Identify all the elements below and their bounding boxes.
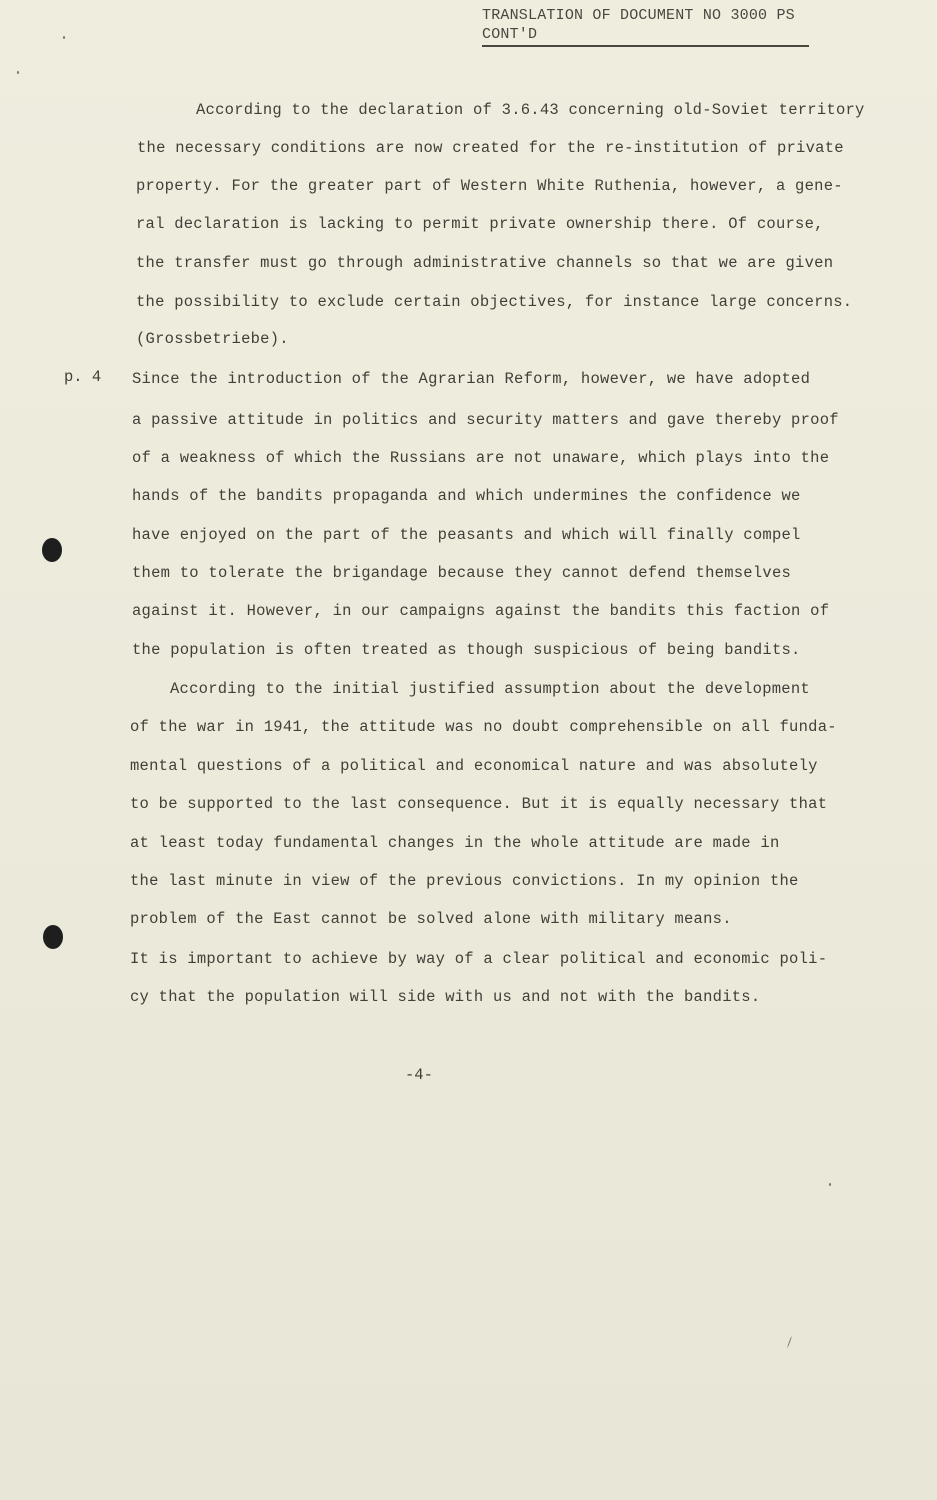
text-line: problem of the East cannot be solved alone with military means. — [130, 910, 732, 928]
text-line: them to tolerate the brigandage because they cannot defend themselves — [132, 564, 792, 582]
text-line: to be supported to the last consequence. But it is equally necessary that — [130, 795, 828, 813]
header-title: TRANSLATION OF DOCUMENT NO 3000 PS — [482, 7, 795, 24]
header-continued: CONT'D — [482, 26, 538, 43]
text-line: the last minute in view of the previous convictions. In my opinion the — [130, 872, 799, 890]
page-number: -4- — [405, 1066, 433, 1084]
text-line: of the war in 1941, the attitude was no doubt comprehensible on all funda- — [130, 718, 837, 736]
text-line: According to the initial justified assumption about the development — [170, 680, 810, 698]
header-underline — [482, 45, 809, 47]
text-line: a passive attitude in politics and security matters and gave thereby proof — [132, 411, 839, 429]
paper-speck — [787, 1336, 792, 1348]
paper-speck — [829, 1183, 831, 1186]
text-line: the transfer must go through administrative channels so that we are given — [136, 254, 834, 272]
text-line: hands of the bandits propaganda and which undermines the confidence we — [132, 487, 801, 505]
text-line: have enjoyed on the part of the peasants and which will finally compel — [132, 526, 801, 544]
paper-speck — [17, 71, 19, 74]
text-line: According to the declaration of 3.6.43 concerning old-Soviet territory — [196, 101, 865, 119]
text-line: Since the introduction of the Agrarian Reform, however, we have adopted — [132, 370, 811, 388]
text-line: mental questions of a political and economical nature and was absolutely — [130, 757, 818, 775]
paper-speck — [63, 36, 65, 39]
text-line: (Grossbetriebe). — [136, 330, 289, 348]
text-line: ral declaration is lacking to permit private ownership there. Of course, — [136, 215, 824, 233]
text-line: the population is often treated as though suspicious of being bandits. — [132, 641, 801, 659]
document-header — [482, 6, 812, 44]
text-line: It is important to achieve by way of a clear political and economic poli- — [130, 950, 828, 968]
text-line: at least today fundamental changes in the whole attitude are made in — [130, 834, 780, 852]
text-line: the possibility to exclude certain objectives, for instance large concerns. — [136, 293, 853, 311]
punch-hole-icon — [42, 538, 62, 562]
text-line: of a weakness of which the Russians are not unaware, which plays into the — [132, 449, 830, 467]
punch-hole-icon — [43, 925, 63, 949]
text-line: the necessary conditions are now created for the re-institution of private — [137, 139, 844, 157]
text-line: against it. However, in our campaigns against the bandits this faction of — [132, 602, 830, 620]
text-line: property. For the greater part of Western White Ruthenia, however, a gene- — [136, 177, 843, 195]
text-line: cy that the population will side with us and not with the bandits. — [130, 988, 761, 1006]
margin-page-note: p. 4 — [64, 368, 102, 386]
